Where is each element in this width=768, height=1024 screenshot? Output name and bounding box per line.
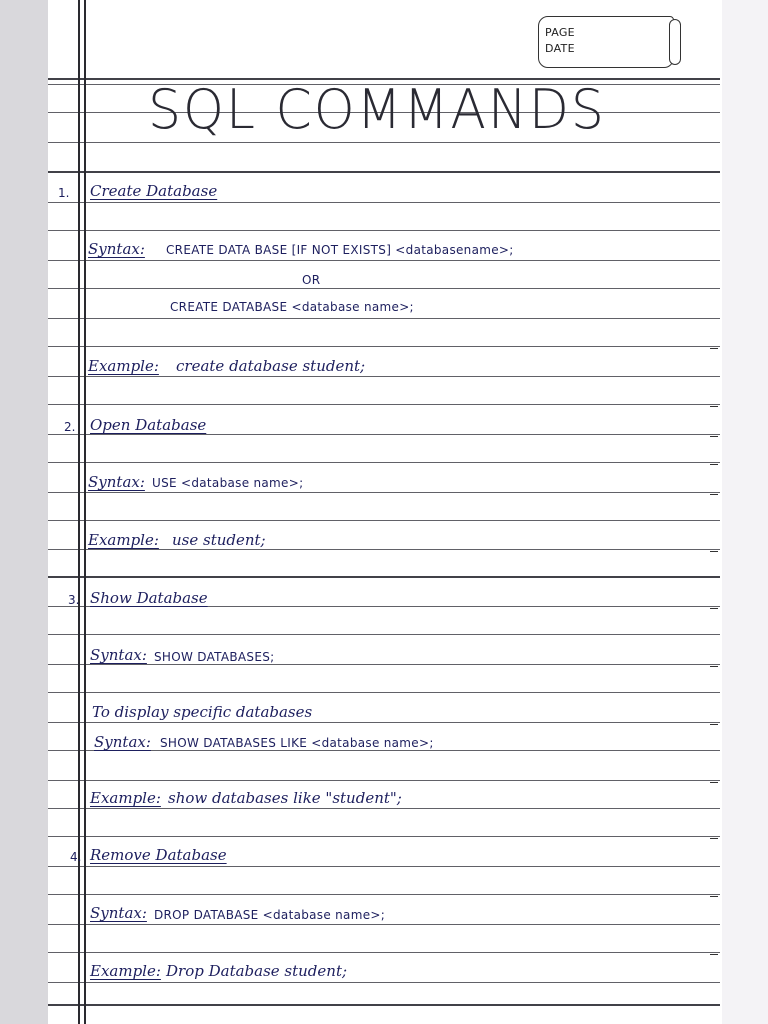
rule-line — [48, 288, 720, 289]
syntax-text: SHOW DATABASES LIKE <database name>; — [160, 736, 434, 750]
rule-line — [48, 462, 720, 463]
example-text: show databases like "student"; — [168, 789, 402, 807]
rule-line — [48, 520, 720, 521]
margin-line — [84, 0, 86, 1024]
example-text: use student; — [172, 531, 266, 549]
syntax-label: Syntax: — [88, 240, 145, 258]
section-number: 1. — [58, 186, 70, 200]
example-text: create database student; — [176, 357, 366, 375]
background-right — [722, 0, 768, 1024]
rule-line — [48, 376, 720, 377]
syntax-alt-text: CREATE DATABASE <database name>; — [170, 300, 414, 314]
rule-line — [48, 576, 720, 578]
edge-tick — [710, 724, 718, 725]
or-text: OR — [302, 273, 321, 287]
rule-line — [48, 664, 720, 665]
rule-line — [48, 318, 720, 319]
rule-line — [48, 808, 720, 809]
syntax-label: Syntax: — [90, 904, 147, 922]
rule-line — [48, 1004, 720, 1006]
edge-tick — [710, 896, 718, 897]
rule-line — [48, 722, 720, 723]
rule-line — [48, 894, 720, 895]
section-heading: Show Database — [90, 589, 208, 607]
example-label: Example: — [88, 357, 159, 375]
rule-line — [48, 982, 720, 983]
page-title: SQL COMMANDS — [148, 78, 606, 142]
section-heading: Create Database — [90, 182, 218, 200]
rule-line — [48, 346, 720, 347]
rule-line — [48, 952, 720, 953]
syntax-label: Syntax: — [90, 646, 147, 664]
edge-tick — [710, 464, 718, 465]
scroll-roll-icon — [669, 19, 681, 65]
rule-line — [48, 230, 720, 231]
rule-line — [48, 924, 720, 925]
rule-line — [48, 260, 720, 261]
example-label: Example: — [90, 962, 161, 980]
rule-line — [48, 692, 720, 693]
section-heading: Open Database — [90, 416, 207, 434]
section-number: 4. — [70, 850, 82, 864]
background-left — [0, 0, 48, 1024]
edge-tick — [710, 666, 718, 667]
edge-tick — [710, 782, 718, 783]
edge-tick — [710, 838, 718, 839]
edge-tick — [710, 406, 718, 407]
page-label: PAGE — [545, 26, 575, 39]
section-number: 2. — [64, 420, 76, 434]
rule-line — [48, 634, 720, 635]
note-text: To display specific databases — [92, 703, 313, 721]
example-text: Drop Database student; — [166, 962, 348, 980]
example-label: Example: — [90, 789, 161, 807]
edge-tick — [710, 494, 718, 495]
rule-line — [48, 836, 720, 837]
rule-line — [48, 780, 720, 781]
syntax-label: Syntax: — [94, 733, 151, 751]
notebook-page — [48, 0, 722, 1024]
syntax-text: SHOW DATABASES; — [154, 650, 275, 664]
syntax-text: USE <database name>; — [152, 476, 304, 490]
rule-line — [48, 404, 720, 405]
section-number: 3. — [68, 593, 80, 607]
example-label: Example: — [88, 531, 159, 549]
page-date-box — [538, 16, 674, 68]
syntax-text: DROP DATABASE <database name>; — [154, 908, 386, 922]
rule-line — [48, 549, 720, 550]
edge-tick — [710, 954, 718, 955]
rule-line — [48, 492, 720, 493]
syntax-text: CREATE DATA BASE [IF NOT EXISTS] <databasename>; — [166, 243, 514, 257]
rule-line — [48, 202, 720, 203]
rule-line — [48, 866, 720, 867]
edge-tick — [710, 551, 718, 552]
edge-tick — [710, 608, 718, 609]
syntax-label: Syntax: — [88, 473, 145, 491]
edge-tick — [710, 348, 718, 349]
rule-line — [48, 142, 720, 143]
edge-tick — [710, 436, 718, 437]
rule-line — [48, 434, 720, 435]
section-heading: Remove Database — [90, 846, 227, 864]
rule-line — [48, 171, 720, 173]
date-label: DATE — [545, 42, 575, 55]
margin-line — [78, 0, 80, 1024]
